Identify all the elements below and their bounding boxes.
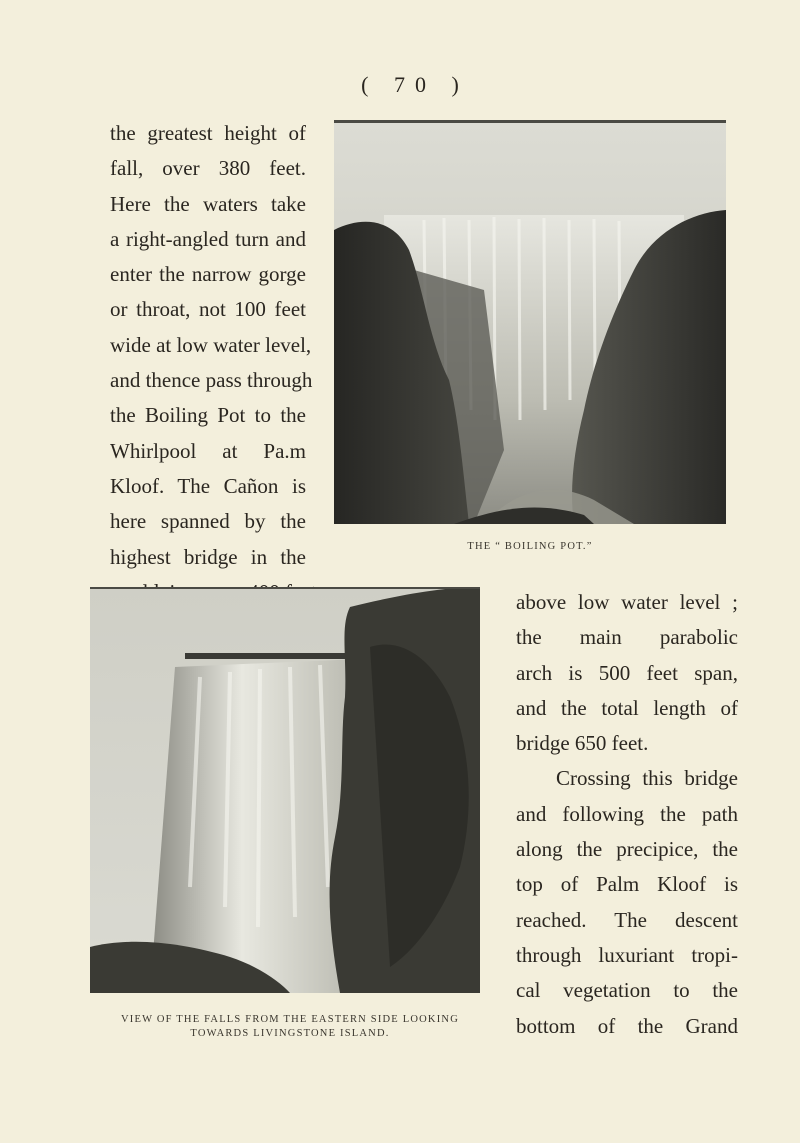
text-line: Whirlpool at Pa.m [110, 438, 306, 463]
text-line: through luxuriant tropi- [516, 942, 738, 967]
text-column-bottom [516, 585, 738, 1044]
falls-view-caption [90, 1013, 490, 1041]
text-line: here spanned by the [110, 509, 306, 534]
text-line: Kloof. The Cañon is [110, 473, 306, 498]
text-line: the greatest height of [110, 121, 306, 145]
text-line: the main parabolic [516, 625, 738, 650]
text-line: above low water level ; [516, 590, 738, 614]
text-line: and thence pass through [110, 368, 313, 393]
boiling-pot-illustration [334, 120, 726, 524]
caption-line: TOWARDS LIVINGSTONE ISLAND. [190, 1028, 390, 1039]
text-line: fall, over 380 feet. [110, 156, 306, 181]
boiling-pot-caption: THE “ BOILING POT.” [467, 541, 593, 552]
text-line: the Boiling Pot to the [110, 403, 306, 428]
boiling-pot-photo [334, 120, 726, 524]
text-line: a right-angled turn and [110, 226, 306, 251]
text-line: enter the narrow gorge [110, 262, 306, 287]
text-line: bottom of the Grand [516, 1013, 738, 1038]
text-line: and the total length of [516, 695, 738, 720]
text-line: reached. The descent [516, 907, 738, 932]
text-line: wide at low water level, [110, 332, 312, 357]
text-line: Crossing this bridge [556, 766, 738, 791]
falls-view-illustration [90, 587, 480, 993]
text-line: top of Palm Kloof is [516, 872, 738, 897]
falls-view-photo [90, 587, 480, 993]
text-line: highest bridge in the [110, 544, 306, 569]
text-line: along the precipice, the [516, 837, 738, 862]
text-line: bridge 650 feet. [516, 731, 649, 756]
caption-line: VIEW OF THE FALLS FROM THE EASTERN SIDE LOOKING [121, 1014, 459, 1025]
text-line: arch is 500 feet span, [516, 660, 738, 685]
text-line: cal vegetation to the [516, 978, 738, 1003]
text-line: and following the path [516, 801, 738, 826]
page-number: ( 70 ) [361, 72, 469, 97]
text-column-top [110, 116, 313, 610]
text-line: Here the waters take [110, 191, 306, 216]
text-line: or throat, not 100 feet [110, 297, 306, 322]
